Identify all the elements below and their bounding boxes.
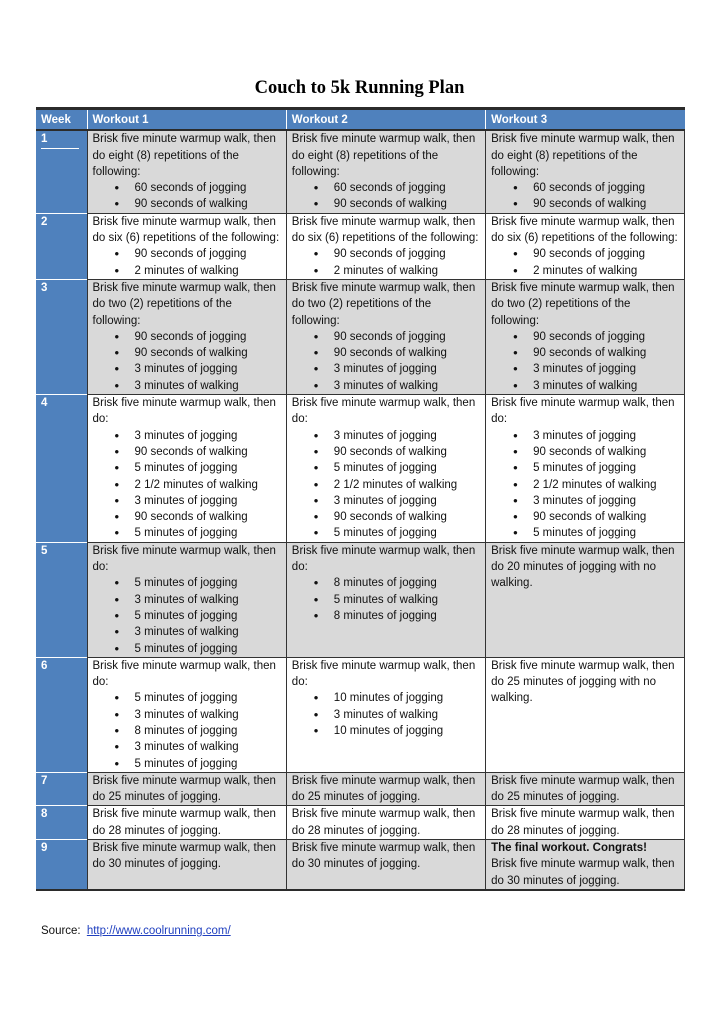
workout-steps-list [93,180,282,213]
workout-intro: Brisk five minute warmup walk, then do eight (8) repetitions of the following: [291,133,476,178]
workout-step: • 90 seconds of walking [491,196,680,212]
workout-cell [486,542,685,657]
workout-steps-list [292,575,481,624]
workout-intro: Brisk five minute warmup walk, then do six (6) repetitions of the following: [291,215,479,245]
workout-step: • 60 seconds of jogging [491,180,680,196]
workout-step: • 2 minutes of walking [292,263,481,279]
workout-step: • 90 seconds of walking [292,345,481,361]
workout-steps-list [292,329,481,394]
workout-steps-list [491,329,680,394]
week-number: 9 [41,842,48,855]
workout-step: • 5 minutes of jogging [93,756,282,772]
workout-step: • 3 minutes of walking [93,707,282,723]
workout-step: • 5 minutes of jogging [93,575,282,591]
workout-intro: Brisk five minute warmup walk, then do two (2) repetitions of the following: [92,281,276,327]
workout-step: • 3 minutes of jogging [93,428,282,444]
workout-cell [286,279,485,394]
source-link[interactable]: http://www.coolrunning.com/ [86,925,231,937]
workout-step: • 60 seconds of jogging [292,180,481,196]
table-row [36,657,685,772]
week-number: 8 [41,808,48,821]
workout-intro: Brisk five minute warmup walk, then do 30 minutes of jogging. [92,842,276,871]
workout-cell [486,213,685,279]
workout-intro: Brisk five minute warmup walk, then do two (2) repetitions of the following: [291,281,476,327]
header-workout-1: Workout 1 [87,109,286,131]
table-row [36,213,685,279]
workout-step: • 90 seconds of jogging [491,329,680,345]
workout-intro: Brisk five minute warmup walk, then do 25 minutes of jogging. [491,774,675,804]
workout-step: • 90 seconds of walking [93,345,282,361]
workout-intro: Brisk five minute warmup walk, then do: [92,659,276,689]
workout-intro: Brisk five minute warmup walk, then do two (2) repetitions of the following: [491,281,675,327]
workout-step: • 2 1/2 minutes of walking [491,477,680,493]
workout-intro: Brisk five minute warmup walk, then do 20 minutes of jogging with no walking. [491,544,675,590]
workout-steps-list [93,246,282,279]
workout-cell [87,213,286,279]
workout-step: • 10 minutes of jogging [292,723,481,739]
workout-step: • 5 minutes of jogging [93,525,282,541]
workout-intro: Brisk five minute warmup walk, then do: [92,544,276,574]
workout-steps-list [491,180,680,213]
workout-step: • 90 seconds of walking [292,196,481,212]
workout-steps-list [491,246,680,279]
page-title: Couch to 5k Running Plan [254,78,465,98]
workout-steps-list [292,428,481,542]
week-number-cell [36,840,87,890]
table-row [36,542,685,657]
week-number-cell [36,395,87,543]
week-number: 1 [41,131,79,148]
week-number-cell [36,213,87,279]
workout-step: • 5 minutes of jogging [292,525,481,541]
header-workout-2: Workout 2 [286,109,485,131]
table-row [36,130,685,213]
week-number-cell [36,542,87,657]
workout-cell [286,806,485,840]
workout-step: • 3 minutes of walking [93,739,282,755]
workout-cell [486,130,685,213]
workout-cell [286,395,485,543]
workout-cell [87,395,286,543]
workout-step: • 2 1/2 minutes of walking [93,477,282,493]
workout-step: • 3 minutes of jogging [292,361,481,377]
table-body [36,130,685,890]
workout-step: • 5 minutes of jogging [93,641,282,657]
workout-cell [87,130,286,213]
workout-cell [486,772,685,806]
week-number: 6 [41,659,48,672]
table-row [36,806,685,840]
workout-step: • 5 minutes of jogging [491,460,680,476]
source-note [41,925,231,937]
workout-cell [486,395,685,543]
workout-step: • 90 seconds of jogging [292,246,481,262]
week-number-cell [36,806,87,840]
workout-intro: Brisk five minute warmup walk, then do: [291,659,476,689]
workout-cell [486,840,685,890]
workout-intro: Brisk five minute warmup walk, then do: [491,397,675,426]
workout-step: • 2 minutes of walking [491,263,680,279]
workout-intro: Brisk five minute warmup walk, then do eight (8) repetitions of the following: [491,133,675,178]
workout-step: • 3 minutes of walking [292,378,481,394]
workout-intro: Brisk five minute warmup walk, then do 25 minutes of jogging. [291,774,476,804]
workout-step: • 90 seconds of jogging [292,329,481,345]
workout-intro: Brisk five minute warmup walk, then do 30 minutes of jogging. [491,858,675,887]
workout-step: • 3 minutes of jogging [491,361,680,377]
week-number: 7 [41,774,48,787]
workout-step: • 8 minutes of jogging [292,575,481,591]
workout-intro: Brisk five minute warmup walk, then do: [92,397,276,426]
workout-step: • 90 seconds of jogging [491,246,680,262]
workout-cell [286,772,485,806]
table-row [36,279,685,394]
workout-step: • 5 minutes of jogging [491,525,680,541]
week-number-cell [36,772,87,806]
workout-step: • 10 minutes of jogging [292,690,481,706]
week-number: 5 [41,544,48,557]
workout-steps-list [93,329,282,394]
workout-step: • 3 minutes of jogging [292,493,481,509]
workout-cell [486,279,685,394]
workout-step: • 90 seconds of walking [93,509,282,525]
source-label: Source: [41,925,81,937]
workout-cell [87,806,286,840]
workout-intro: Brisk five minute warmup walk, then do: [291,544,476,574]
workout-step: • 2 1/2 minutes of walking [292,477,481,493]
workout-step: • 90 seconds of walking [491,444,680,460]
workout-steps-list [491,428,680,542]
workout-intro: Brisk five minute warmup walk, then do eight (8) repetitions of the following: [92,133,276,178]
workout-step: • 3 minutes of walking [93,378,282,394]
workout-intro: Brisk five minute warmup walk, then do six (6) repetitions of the following: [92,215,280,245]
workout-steps-list [93,428,282,542]
table-header-row [36,109,685,131]
workout-step: • 3 minutes of walking [491,378,680,394]
workout-step: • 5 minutes of jogging [93,460,282,476]
week-number: 3 [41,281,48,294]
workout-step: • 3 minutes of jogging [93,361,282,377]
workout-step: • 8 minutes of jogging [93,723,282,739]
workout-step: • 90 seconds of walking [491,345,680,361]
workout-step: • 90 seconds of walking [292,444,481,460]
workout-cell [486,806,685,840]
workout-step: • 5 minutes of jogging [292,460,481,476]
workout-step: • 3 minutes of jogging [292,428,481,444]
workout-step: • 90 seconds of walking [93,444,282,460]
workout-step: • 90 seconds of walking [292,509,481,525]
workout-cell [286,213,485,279]
workout-cell [486,657,685,772]
workout-step: • 3 minutes of walking [93,592,282,608]
workout-cell [87,772,286,806]
week-number: 4 [41,397,48,410]
table-row [36,840,685,890]
workout-cell [87,279,286,394]
workout-cell [87,542,286,657]
workout-steps-list [93,575,282,656]
workout-intro: Brisk five minute warmup walk, then do 28 minutes of jogging. [291,808,476,837]
header-week: Week [36,109,87,131]
workout-step: • 5 minutes of jogging [93,690,282,706]
table-row [36,772,685,806]
workout-step: • 3 minutes of jogging [491,493,680,509]
workout-intro: Brisk five minute warmup walk, then do 30 minutes of jogging. [291,842,476,871]
workout-intro: Brisk five minute warmup walk, then do: [291,397,476,426]
workout-steps-list [292,690,481,739]
workout-cell [286,840,485,890]
workout-step: • 90 seconds of walking [491,509,680,525]
week-number: 2 [41,215,48,228]
running-plan-table [36,107,685,891]
workout-step: • 3 minutes of walking [292,707,481,723]
workout-steps-list [93,690,282,771]
workout-step: • 2 minutes of walking [93,263,282,279]
workout-cell [286,657,485,772]
workout-steps-list [292,246,481,279]
workout-step: • 90 seconds of jogging [93,329,282,345]
workout-step: • 90 seconds of jogging [93,246,282,262]
week-number-cell [36,657,87,772]
header-workout-3: Workout 3 [486,109,685,131]
table-row [36,395,685,543]
workout-steps-list [292,180,481,213]
workout-intro: Brisk five minute warmup walk, then do 28 minutes of jogging. [92,808,276,837]
workout-intro: Brisk five minute warmup walk, then do six (6) repetitions of the following: [491,215,678,245]
workout-cell [286,542,485,657]
workout-step: • 3 minutes of walking [93,624,282,640]
workout-cell [87,840,286,890]
workout-congrats: The final workout. Congrats! [491,842,647,855]
workout-cell [87,657,286,772]
workout-cell [286,130,485,213]
workout-step: • 60 seconds of jogging [93,180,282,196]
week-number-cell [36,130,87,213]
workout-step: • 3 minutes of jogging [491,428,680,444]
workout-intro: Brisk five minute warmup walk, then do 25 minutes of jogging. [92,774,276,804]
workout-step: • 3 minutes of jogging [93,493,282,509]
workout-intro: Brisk five minute warmup walk, then do 28 minutes of jogging. [491,808,675,837]
workout-step: • 5 minutes of jogging [93,608,282,624]
workout-step: • 8 minutes of jogging [292,608,481,624]
week-number-cell [36,279,87,394]
workout-step: • 90 seconds of walking [93,196,282,212]
workout-step: • 5 minutes of walking [292,592,481,608]
workout-intro: Brisk five minute warmup walk, then do 25 minutes of jogging with no walking. [491,659,675,705]
